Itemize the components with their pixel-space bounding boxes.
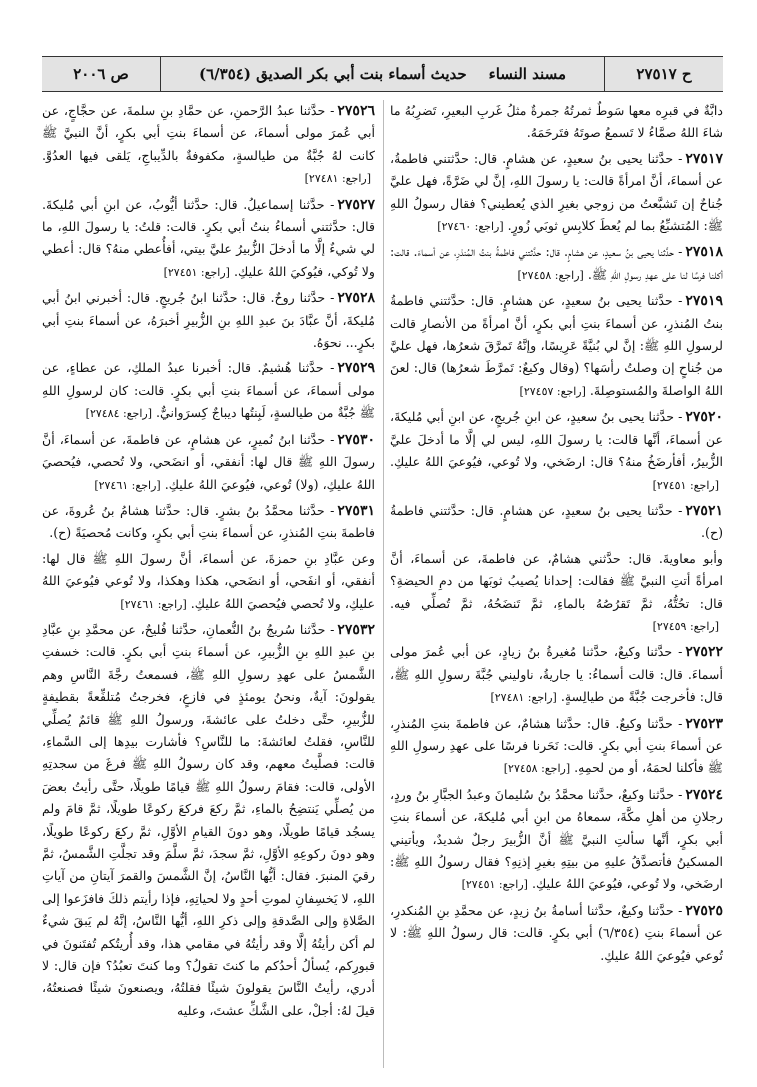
text-columns [42, 100, 723, 1068]
hadith-paragraph [42, 548, 375, 616]
hadith-text: - حدَّثنا يحيى بنُ سعيدٍ، عن هشامٍ. قال: حدَّثتني فاطمةُ، عن أسماءَ، أنَّ امرأةً قالت: يا رسولَ اللهِ، إنَّ لي ضَرَّةً، فهل عليَّ جُناحٌ إن تَشبَّعتُ من زوجي بغيرِ الذي يُعطيني؟ فقال رسولُ اللهِ ﷺ: المُتشبِّعُ بما لم يُعطَ كلابِسِ ثوبَي زُورٍ. [390, 150, 723, 234]
hadith-paragraph [390, 500, 723, 545]
hadith-paragraph [390, 100, 723, 145]
chapter-title: حديث أسماء بنت أبي بكر الصديق (٦/٣٥٤) [199, 65, 467, 83]
hadith-paragraph [42, 194, 375, 285]
hadith-range-label: ح ٢٧٥١٧ [604, 57, 723, 91]
hadith-text: - حدَّثنا عبدُ الرَّحمنِ، عن حمَّادِ بنِ سلمةَ، عن حجَّاجٍ، عن أبي عُمرَ مولى أسماءَ، عن أسماءَ بنتِ أبي بكرٍ، أنَّ النبيَّ ﷺ كانت لهُ جُبَّةٌ من طيالسةٍ، مكفوفةٌ بالدِّيباجِ، يَلقى فيها العدُوَّ. [42, 103, 375, 163]
hadith-number: ٢٧٥٢٤ [685, 786, 723, 803]
hadith-paragraph [42, 287, 375, 354]
hadith-paragraph [390, 900, 723, 967]
hadith-paragraph [42, 357, 375, 425]
hadith-paragraph [390, 406, 723, 497]
hadith-text: - حدَّثنا يحيى بنُ سعيدٍ، عن هشامٍ. قال: حدَّثتني فاطمةُ بنتُ المُنذرِ، عن أسماءَ. قالت: أكلنا فرسًا لنا على عهدِ رسولِ اللهِ ﷺ. [390, 244, 723, 282]
hadith-paragraph [42, 429, 375, 497]
hadith-text: وأبو معاويةَ. قال: حدَّثني هشامٌ، عن فاطمةَ، عن أسماءَ، أنَّ امرأةً أتتِ النبيَّ ﷺ فقالت: إحدانا يُصيبُ ثوبَها من دمِ الحيضةِ؟ قال: تحُتُّهُ، ثمَّ تَقرُصُهُ بالماءِ، ثمَّ تَنضَحُهُ، ثمَّ تُصلِّي فيه. [390, 550, 723, 611]
hadith-paragraph [42, 100, 375, 191]
hadith-number: ٢٧٥٢٣ [685, 715, 723, 732]
hadith-text: - حدَّثنا وكيعٌ، حدَّثنا محمَّدُ بنُ سُليمانَ وعبدُ الجبَّارِ بنُ وردٍ، رجلانِ من أهلِ مكَّةَ، سمعاهُ من ابنِ أبي مُليكةَ، عن أسماءَ بنتِ أبي بكرٍ، أنَّها سألتِ النبيَّ ﷺ أنَّ الزُّبيرَ رجلٌ شديدٌ، ويأتيني المسكينُ فأتصدَّقُ عليهِ من بيتِهِ بغيرِ إذنِهِ؟ فقال رسولُ اللهِ ﷺ: ارضَخي، ولا تُوعي، فيُوعيَ اللهُ عليكِ. [390, 786, 723, 892]
hadith-number: ٢٧٥١٧ [685, 150, 723, 167]
hadith-paragraph [42, 500, 375, 545]
hadith-text: - حدَّثنا إسماعيلُ. قال: حدَّثنا أيُّوبُ، عن ابنِ أبي مُليكةَ. قال: حدَّثتني أسماءُ بنتُ أبي بكرٍ. قالت: قلتُ: يا رسولَ اللهِ، ما لي شيءٌ إلَّا ما أدخلَ الزُّبيرُ عليَّ بيتي، أفأُعطي منهُ؟ قال: أعطي ولا تُوكي، فيُوكيَ اللهُ عليكِ. [42, 196, 375, 279]
hadith-number: ٢٧٥١٩ [685, 293, 723, 310]
cross-reference: [راجع: ٢٧٤٥١] [163, 265, 230, 279]
hadith-number: ٢٧٥٢٧ [337, 196, 375, 213]
hadith-number: ٢٧٥٢٥ [685, 902, 723, 919]
cross-reference: [راجع: ٢٧٤٥٨] [503, 762, 571, 776]
hadith-number: ٢٧٥٢١ [685, 502, 723, 519]
hadith-number: ٢٧٥٢٦ [337, 103, 375, 119]
hadith-text: - حدَّثنا هُشيمٌ. قال: أخبرنا عبدُ الملكِ، عن عطاءٍ، عن مولى أسماءَ، عن أسماءَ بنتِ أبي بكرٍ. قالت: كان لرسولِ اللهِ ﷺ جُبَّةٌ من طيالسةٍ، لَبِنتُها ديباجٌ كِسرَوانيٌّ. [42, 360, 375, 421]
cross-reference: [راجع: ٢٧٤٨٤] [85, 407, 153, 421]
hadith-number: ٢٧٥١٨ [685, 244, 723, 261]
hadith-number: ٢٧٥٣٢ [337, 621, 375, 638]
hadith-text: - حدَّثنا يحيى بنُ سعيدٍ، عن هشامٍ. قال: حدَّثتني فاطمةُ بنتُ المُنذرِ، عن أسماءَ بنتِ أبي بكرٍ، أنَّ امرأةً من الأنصارِ قالت لرسولِ اللهِ ﷺ: إنَّ لي بُنيَّةً عَرِيسًا، وإنَّهُ تَمرَّقَ شعرُها، فهل عليَّ من جُناحٍ إن وصلتُ رأسَها؟ (وقال وكيعٌ: تَمرَّطَ شعرُها) قال: لعنَ اللهُ الواصلةَ والمُستوصِلةَ. [390, 293, 723, 398]
hadith-text: - حدَّثنا ابنُ نُميرٍ، عن هشامٍ، عن فاطمةَ، عن أسماءَ، أنَّ رسولَ اللهِ ﷺ قال لها: أنفقي، أو انضَحي، ولا تُحصي، فيُحصيَ اللهُ عليكِ، (ولا) تُوعي، فيُوعيَ اللهُ عليكِ. [42, 431, 375, 492]
hadith-number: ٢٧٥٢٢ [685, 644, 723, 661]
hadith-text: - حدَّثنا روحٌ. قال: حدَّثنا ابنُ جُريجٍ. قال: أخبرني ابنُ أبي مُليكةَ، أنَّ عبَّادَ بنَ عبدِ اللهِ بنِ الزُّبيرِ أخبرَهُ، عن أسماءَ بنتِ أبي بكرٍ... نحوَهُ. [42, 290, 375, 351]
hadith-paragraph [390, 148, 723, 239]
hadith-paragraph [390, 290, 723, 403]
hadith-number: ٢٧٥٣٠ [337, 431, 375, 448]
cross-reference: [راجع: ٢٧٤٥٩] [652, 619, 719, 633]
hadith-text: - حدَّثنا يحيى بنُ سعيدٍ، عن ابنِ جُريجٍ، عن ابنِ أبي مُليكةَ، عن أسماءَ، أنَّها قالت: يا رسولَ اللهِ، ليس لي إلَّا ما أدخلَ عليَّ الزُّبيرُ، أفأرضَخُ منهُ؟ قال: ارضَخي، ولا تُوعي، فيُوعيَ اللهُ عليكِ. [390, 409, 723, 470]
hadith-paragraph [390, 784, 723, 897]
hadith-number: ٢٧٥٢٠ [685, 409, 723, 426]
left-column [42, 100, 375, 1068]
hadith-text: - حدَّثنا وكيعٌ، حدَّثنا مُغيرةُ بنُ زيادٍ، عن أبي عُمرَ مولى أسماءَ. قال: قالت أسماءُ: يا جاريةُ، ناوليني جُبَّةَ رسولِ اللهِ ﷺ، قال: فأخرجت جُبَّةً من طيالِسةٍ. [390, 644, 723, 705]
right-column [383, 100, 723, 1068]
hadith-text: وعن عبَّادِ بنِ حمزةَ، عن أسماءَ، أنَّ رسولَ اللهِ ﷺ قال لها: أنفقي، أو انفَحي، أو انضَحي، هكذا وهكذا، ولا تُوعي فيُوعيَ اللهُ عليكِ، ولا تُحصي فيُحصيَ اللهُ عليكِ. [42, 550, 375, 611]
cross-reference: [راجع: ٢٧٤٨١] [304, 172, 371, 186]
hadith-paragraph [390, 548, 723, 639]
hadith-number: ٢٧٥٢٩ [337, 360, 375, 377]
hadith-paragraph [390, 713, 723, 781]
hadith-text: - حدَّثنا محمَّدُ بنُ بشرٍ. قال: حدَّثنا هشامُ بنُ عُروةَ، عن فاطمةَ بنتِ المُنذرِ، عن أسماءَ بنتِ أبي بكرٍ، وكانت مُحصيَةً (ح). [42, 502, 375, 541]
page-number-label: ص ٢٠٠٦ [42, 57, 161, 91]
cross-reference: [راجع: ٢٧٤٦٠] [437, 220, 504, 234]
hadith-paragraph [42, 619, 375, 1022]
hadith-text: - حدَّثنا يحيى بنُ سعيدٍ، عن هشامٍ. قال: حدَّثتني فاطمةُ (ح). [390, 502, 723, 541]
hadith-text: - حدَّثنا سُريجُ بنُ النُّعمانِ، حدَّثنا فُليحٌ، عن محمَّدِ بنِ عبَّادِ بنِ عبدِ اللهِ بنِ الزُّبيرِ، عن أسماءَ بنتِ أبي بكرٍ. قالت: خسفتِ الشَّمسُ على عهدِ رسولِ اللهِ ﷺ، فسمعتُ رجَّةَ النَّاسِ وهم يقولونَ: آيةٌ، ونحنُ يومئذٍ في فازعٍ، فخرجتُ مُتلفِّعةً بقطيفةٍ للزُّبيرِ، حتَّى دخلتُ على عائشةَ، ورسولُ اللهِ ﷺ قائمٌ يُصلِّي للنَّاسِ، فقلتُ لعائشةَ: ما للنَّاسِ؟ فأشارت بيدِها إلى السَّماءِ، قالت: فصلَّيتُ معهم، وقد كان رسولُ اللهِ ﷺ فرغَ من سجدتِهِ الأولى، قالت: فقامَ رسولُ اللهِ ﷺ قيامًا طويلًا، حتَّى رأيتُ بعضَ من يُصلِّي يَنتضِحُ بالماءِ، ثمَّ ركعَ فركعَ ركوعًا طويلًا، ثمَّ قامَ ولم يسجُد قيامًا طويلًا، وهو دونَ القيامِ الأوَّلِ، ثمَّ ركعَ ركوعًا طويلًا، وهو دونَ ركوعِهِ الأوَّلِ، ثمَّ سجدَ، ثمَّ سلَّمَ وقد تجلَّتِ الشَّمسُ، ثمَّ رقيَ المنبرَ. فقال: أيُّها النَّاسُ، إنَّ الشَّمسَ والقمرَ آيتانِ من آياتِ اللهِ، لا يَخسِفانِ لموتِ أحدٍ ولا لحياتِهِ، فإذا رأيتم ذلكَ فافزَعوا إلى الصَّلاةِ وإلى الصَّدقةِ وإلى ذكرِ اللهِ، أيُّها النَّاسُ، إنَّهُ لم يَبقَ شيءٌ لم أكن رأيتُهُ إلَّا وقد رأيتُهُ في مقامي هذا، وقد أُريتُكم تُفتَنونَ في قبورِكم، يُسألُ أحدُكم ما كنتَ تقولُ؟ وما كنتَ تعبُدُ؟ فإن قال: لا أدري، رأيتُ النَّاسَ يقولونَ شيئًا فقلتُهُ، ويصنعونَ شيئًا فصنعتُهُ، قيلَ لهُ: أجلْ، على الشَّكِّ عشتَ، وعليه [42, 621, 375, 1018]
cross-reference: [راجع: ٢٧٤٦١] [94, 478, 161, 492]
cross-reference: [راجع: ٢٧٤٥٧] [519, 384, 586, 398]
musnad-label: مسند النساء [488, 65, 566, 83]
header-title-area [161, 57, 604, 91]
hadith-text: - حدَّثنا وكيعٌ، حدَّثنا أسامةُ بنُ زيدٍ، عن محمَّدِ بنِ المُنكدرِ، عن أسماءَ بنتِ (٦/٣٥٤) أبي بكرٍ. قالت: قال رسولُ اللهِ ﷺ: لا تُوعي فيُوعيَ اللهُ عليكِ. [390, 902, 723, 963]
hadith-paragraph [390, 241, 723, 287]
cross-reference: [راجع: ٢٧٤٥٨] [517, 268, 584, 282]
hadith-text: - حدَّثنا وكيعٌ. قال: حدَّثنا هشامٌ، عن فاطمةَ بنتِ المُنذرِ، عن أسماءَ بنتِ أبي بكرٍ. قالت: نَحَرنا فرسًا على عهدِ رسولِ اللهِ ﷺ فأكلنا لحمَهُ، أو من لحمِهِ. [390, 715, 723, 776]
hadith-number: ٢٧٥٢٨ [337, 290, 375, 307]
hadith-text: دابَّةٌ في قبرِه معها سَوطٌ ثمرتُهُ جمرةٌ مثلُ غَربِ البعيرِ، تَضرِبُهُ ما شاءَ اللهُ صمَّاءُ لا تَسمعُ صوتَهُ فتَرحَمَهُ. [390, 103, 723, 141]
page-header [42, 56, 723, 92]
hadith-number: ٢٧٥٣١ [337, 502, 375, 519]
cross-reference: [راجع: ٢٧٤٨١] [490, 691, 557, 705]
cross-reference: [راجع: ٢٧٤٦١] [120, 597, 187, 611]
cross-reference: [راجع: ٢٧٤٥١] [652, 478, 719, 492]
hadith-paragraph [390, 641, 723, 709]
cross-reference: [راجع: ٢٧٤٥١] [461, 878, 528, 892]
